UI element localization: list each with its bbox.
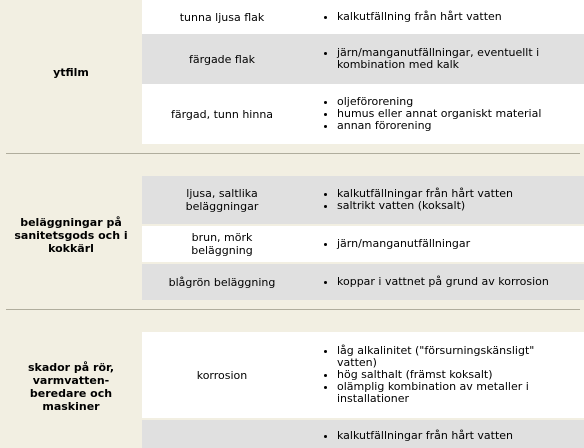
table-row xyxy=(142,264,584,300)
cause-item: • oljeförorening xyxy=(337,96,541,108)
cause-cell xyxy=(309,332,584,418)
cause-item: • låg alkalinitet ("försurningskänsligt" vatten) xyxy=(337,345,557,369)
cause-item: • kalkutfällningar från hårt vatten xyxy=(337,430,513,442)
table-row xyxy=(142,84,584,144)
cause-list xyxy=(309,188,513,212)
condition-cell: blågrön beläggning xyxy=(168,275,276,289)
cause-list xyxy=(309,238,470,250)
section-divider xyxy=(6,153,580,154)
condition-cell xyxy=(142,420,302,448)
cause-list xyxy=(309,96,541,132)
cause-list xyxy=(309,47,567,71)
condition-cell: tunna ljusa flak xyxy=(179,10,265,24)
cause-item: • saltrikt vatten (koksalt) xyxy=(337,200,513,212)
condition-cell: färgad, tunn hinna xyxy=(170,107,274,121)
condition-label: ljusa, saltlika beläggningar xyxy=(185,187,259,213)
cause-item: • kalkutfällningar från hårt vatten xyxy=(337,188,513,200)
cause-item: • humus eller annat organiskt material xyxy=(337,108,541,120)
condition-label: brun, mörk beläggning xyxy=(191,231,253,257)
cause-cell xyxy=(309,226,584,262)
cause-item: • hög salthalt (främst koksalt) xyxy=(337,369,557,381)
category-cell xyxy=(0,170,142,300)
condition-cell: korrosion xyxy=(196,368,248,382)
cause-item: • järn/manganutfällningar xyxy=(337,238,470,250)
cause-list xyxy=(309,11,502,23)
table-row xyxy=(142,0,584,34)
cause-item: • annan förorening xyxy=(337,120,541,132)
category-cell xyxy=(0,0,142,144)
cause-list xyxy=(309,276,549,288)
condition-cell xyxy=(142,176,302,224)
cause-cell xyxy=(309,0,584,34)
cause-item: • järn/manganutfällningar, eventuellt i kombination med kalk xyxy=(337,47,567,71)
section-divider xyxy=(6,309,580,310)
category-label: skador på rör, varmvatten-beredare och maskiner xyxy=(27,361,115,413)
cause-cell xyxy=(309,34,584,84)
condition-cell: färgade flak xyxy=(189,52,255,66)
category-cell xyxy=(0,326,142,448)
table-row xyxy=(142,420,584,448)
table-row xyxy=(142,176,584,224)
table-row xyxy=(142,34,584,84)
cause-cell xyxy=(309,84,584,144)
cause-list xyxy=(309,345,557,405)
condition-cell xyxy=(142,226,302,262)
category-label: beläggningar på sanitetsgods och i kokkärl xyxy=(14,215,128,255)
cause-item: • olämplig kombination av metaller i installationer xyxy=(337,381,557,405)
cause-item: • koppar i vattnet på grund av korrosion xyxy=(337,276,549,288)
table-row xyxy=(142,226,584,262)
cause-item: • kalkutfällning från hårt vatten xyxy=(337,11,502,23)
table-row xyxy=(142,332,584,418)
category-label: ytfilm xyxy=(53,65,89,79)
cause-cell xyxy=(309,176,584,224)
cause-list xyxy=(309,430,513,442)
cause-cell xyxy=(309,264,584,300)
cause-cell xyxy=(309,420,584,448)
